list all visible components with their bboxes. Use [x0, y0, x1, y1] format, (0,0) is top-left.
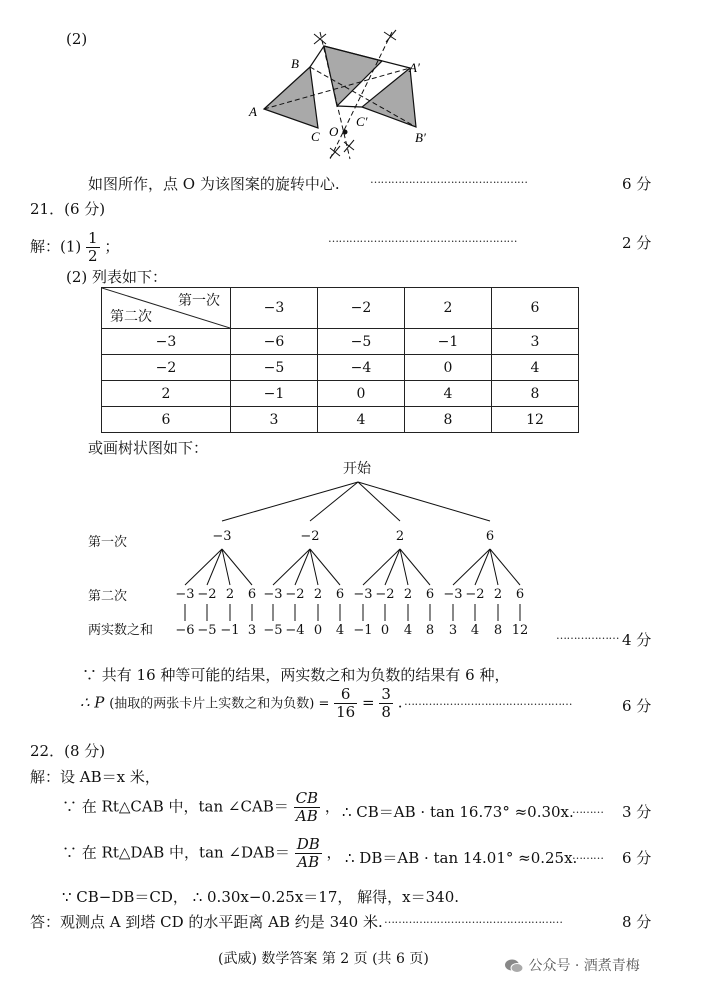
tree-sum-value: −1	[220, 623, 240, 638]
tree-sum-value: −5	[197, 623, 217, 638]
tree-diagram	[0, 455, 710, 640]
figure-label-C-prime: C′	[356, 114, 368, 129]
q21-prob-score: 6 分	[622, 697, 652, 715]
page-footer: (武威) 数学答案 第 2 页 (共 6 页)	[218, 951, 429, 967]
table-cell: −1	[231, 381, 318, 407]
q21-part1-prefix: 解：(1)	[30, 237, 82, 256]
table-header-second: 第二次	[110, 309, 152, 325]
tree-node-level1: −2	[300, 529, 320, 544]
figure-label-A: A	[249, 104, 257, 119]
watermark-text: 公众号 · 酒煮青梅	[528, 958, 640, 974]
sum-table	[101, 287, 579, 433]
q21-part1-score: 2 分	[622, 234, 652, 252]
tree-branch-line	[475, 549, 490, 585]
tree-branch-line	[222, 482, 358, 521]
tree-sum-value: 3	[448, 623, 458, 638]
fraction-numerator: 3	[381, 685, 391, 703]
q22-line1-a: ∵ 在 Rt△CAB 中，tan ∠CAB＝	[62, 797, 289, 816]
table-row-label: −3	[102, 329, 231, 355]
table-row-label: 6	[102, 407, 231, 433]
table-cell: −4	[318, 355, 405, 381]
prob-fraction-2	[379, 686, 393, 721]
table-header-first: 第一次	[178, 293, 220, 309]
table-cell: −5	[318, 329, 405, 355]
q20-part-label: (2)	[66, 30, 88, 48]
fraction-denominator: 8	[381, 703, 391, 721]
q20-dots: ………………………………………	[370, 173, 528, 186]
q22-line2-fraction	[295, 836, 322, 871]
tree-sum-value: 8	[493, 623, 503, 638]
q21-heading: 21．(6 分)	[30, 200, 106, 218]
q21-part1-suffix: ；	[104, 237, 120, 256]
fraction-denominator: 2	[88, 247, 98, 265]
tree-node-level2: −2	[375, 587, 395, 602]
tree-level1-label: 第一次	[88, 535, 128, 550]
table-column-header: −2	[318, 288, 405, 329]
q22-line2-score: 6 分	[622, 849, 652, 867]
q22-answer: 答：观测点 A 到塔 CD 的水平距离 AB 约是 340 米.	[30, 913, 383, 931]
table-cell: 0	[405, 355, 492, 381]
q22-line1-c: ∴ CB＝AB · tan 16.73° ≈0.30x.	[342, 803, 574, 821]
tree-branch-line	[207, 549, 222, 585]
tree-branch-line	[358, 482, 490, 521]
table-cell: 8	[492, 381, 579, 407]
tree-node-level2: −3	[263, 587, 283, 602]
fraction-denominator: AB	[297, 853, 320, 871]
figure-label-C: C	[311, 129, 320, 144]
tree-node-level2: 2	[225, 587, 235, 602]
tree-node-level1: 2	[395, 529, 405, 544]
table-column-header: 6	[492, 288, 579, 329]
q22-line2-c: ∴ DB＝AB · tan 14.01° ≈0.25x.	[345, 849, 578, 867]
prob-prefix: ∴ P	[80, 693, 105, 712]
fraction-numerator: 1	[88, 229, 98, 247]
watermark	[504, 955, 640, 975]
tree-node-level2: −2	[285, 587, 305, 602]
tree-sum-value: −4	[285, 623, 305, 638]
q22-line1	[62, 790, 340, 825]
q22-line2-b: ，	[326, 843, 342, 862]
wechat-icon	[504, 958, 524, 974]
q22-line2	[62, 836, 342, 871]
tree-node-level2: 2	[493, 587, 503, 602]
q22-line1-dots: ………	[572, 803, 604, 816]
tree-node-level2: −3	[443, 587, 463, 602]
table-cell: 12	[492, 407, 579, 433]
q20-score: 6 分	[622, 175, 652, 193]
fraction-denominator: 16	[336, 703, 356, 721]
fraction-numerator: CB	[295, 789, 319, 807]
fraction-numerator: 6	[334, 686, 357, 704]
tree-branch-line	[185, 549, 222, 585]
q21-part1-dots: ………………………………………………	[328, 232, 517, 245]
tree-branch-line	[363, 549, 400, 585]
tree-branch-line	[273, 549, 310, 585]
tree-sum-value: 4	[403, 623, 413, 638]
table-cell: −1	[405, 329, 492, 355]
table-cell: 4	[492, 355, 579, 381]
tree-branch-line	[453, 549, 490, 585]
q21-tree-intro: 或画树状图如下：	[88, 439, 209, 457]
figure-label-A-prime: A′	[409, 60, 420, 75]
tree-sum-value: 12	[511, 623, 529, 638]
q21-part2-intro: (2) 列表如下：	[66, 268, 168, 286]
prob-fraction-1	[334, 686, 357, 721]
q22-line3: ∵ CB−DB＝CD， ∴ 0.30x−0.25x＝17， 解得，x＝340.	[62, 888, 460, 906]
table-corner-cell	[102, 288, 231, 329]
prob-end: .	[397, 693, 403, 712]
table-row-label: −2	[102, 355, 231, 381]
tree-node-level2: 6	[425, 587, 435, 602]
table-column-header: 2	[405, 288, 492, 329]
q22-line2-dots: ………	[572, 849, 604, 862]
tree-sum-value: −5	[263, 623, 283, 638]
table-cell: 3	[231, 407, 318, 433]
q22-line1-b: ，	[324, 797, 340, 816]
fraction-numerator: DB	[296, 835, 320, 853]
table-row	[102, 381, 579, 407]
q21-part1-fraction	[86, 230, 100, 265]
tree-node-level2: 6	[247, 587, 257, 602]
q21-probability	[80, 686, 402, 721]
tree-root: 开始	[343, 461, 371, 477]
tree-node-level2: 2	[313, 587, 323, 602]
tree-node-level1: −3	[212, 529, 232, 544]
rotation-figure	[240, 24, 460, 169]
tree-branch-line	[310, 482, 358, 521]
table-cell: 4	[405, 381, 492, 407]
table-row-label: 2	[102, 381, 231, 407]
tree-node-level2: 6	[515, 587, 525, 602]
figure-label-O: O	[329, 124, 339, 139]
table-row	[102, 407, 579, 433]
table-row	[102, 355, 579, 381]
q22-heading: 22．(8 分)	[30, 742, 106, 760]
prob-equals: =	[362, 693, 375, 712]
tree-sum-value: −6	[175, 623, 195, 638]
tree-node-level2: −3	[175, 587, 195, 602]
tree-sum-value: 8	[425, 623, 435, 638]
tree-sum-value: 4	[470, 623, 480, 638]
q22-line1-fraction	[294, 790, 321, 825]
q21-prob-dots: …………………………………………	[404, 695, 572, 708]
tree-sum-value: −1	[353, 623, 373, 638]
q21-tree-score: 4 分	[622, 631, 652, 649]
q22-answer-dots: ……………………………………………	[384, 913, 563, 926]
prob-event: (抽取的两张卡片上实数之和为负数) =	[109, 696, 330, 712]
fraction-denominator: AB	[295, 807, 318, 825]
table-cell: 8	[405, 407, 492, 433]
table-cell: −5	[231, 355, 318, 381]
tree-node-level2: −2	[197, 587, 217, 602]
tree-sum-value: 0	[313, 623, 323, 638]
q22-line1-score: 3 分	[622, 803, 652, 821]
tree-sum-label: 两实数之和	[88, 623, 154, 638]
tree-level2-label: 第二次	[88, 589, 128, 604]
q22-answer-score: 8 分	[622, 913, 652, 931]
tree-node-level2: −2	[465, 587, 485, 602]
tree-node-level1: 6	[485, 529, 495, 544]
table-cell: 4	[318, 407, 405, 433]
q20-conclusion: 如图所作，点 O 为该图案的旋转中心.	[88, 175, 340, 193]
q21-tree-dots: ………………	[556, 629, 619, 642]
tree-node-level2: 6	[335, 587, 345, 602]
figure-label-B-prime: B′	[415, 130, 426, 145]
table-cell: −6	[231, 329, 318, 355]
q21-reason: ∵ 共有 16 种等可能的结果，两实数之和为负数的结果有 6 种，	[82, 666, 510, 684]
figure-label-B: B	[291, 56, 299, 71]
q21-part1	[30, 230, 119, 265]
table-row	[102, 329, 579, 355]
table-cell: 3	[492, 329, 579, 355]
q22-setup: 解：设 AB＝x 米，	[30, 768, 160, 786]
tree-sum-value: 0	[380, 623, 390, 638]
table-cell: 0	[318, 381, 405, 407]
table-column-header: −3	[231, 288, 318, 329]
tree-sum-value: 3	[247, 623, 257, 638]
q22-line2-a: ∵ 在 Rt△DAB 中，tan ∠DAB＝	[62, 843, 290, 862]
tree-branch-line	[385, 549, 400, 585]
tree-node-level2: 2	[403, 587, 413, 602]
tree-branch-line	[295, 549, 310, 585]
tree-node-level2: −3	[353, 587, 373, 602]
tree-sum-value: 4	[335, 623, 345, 638]
